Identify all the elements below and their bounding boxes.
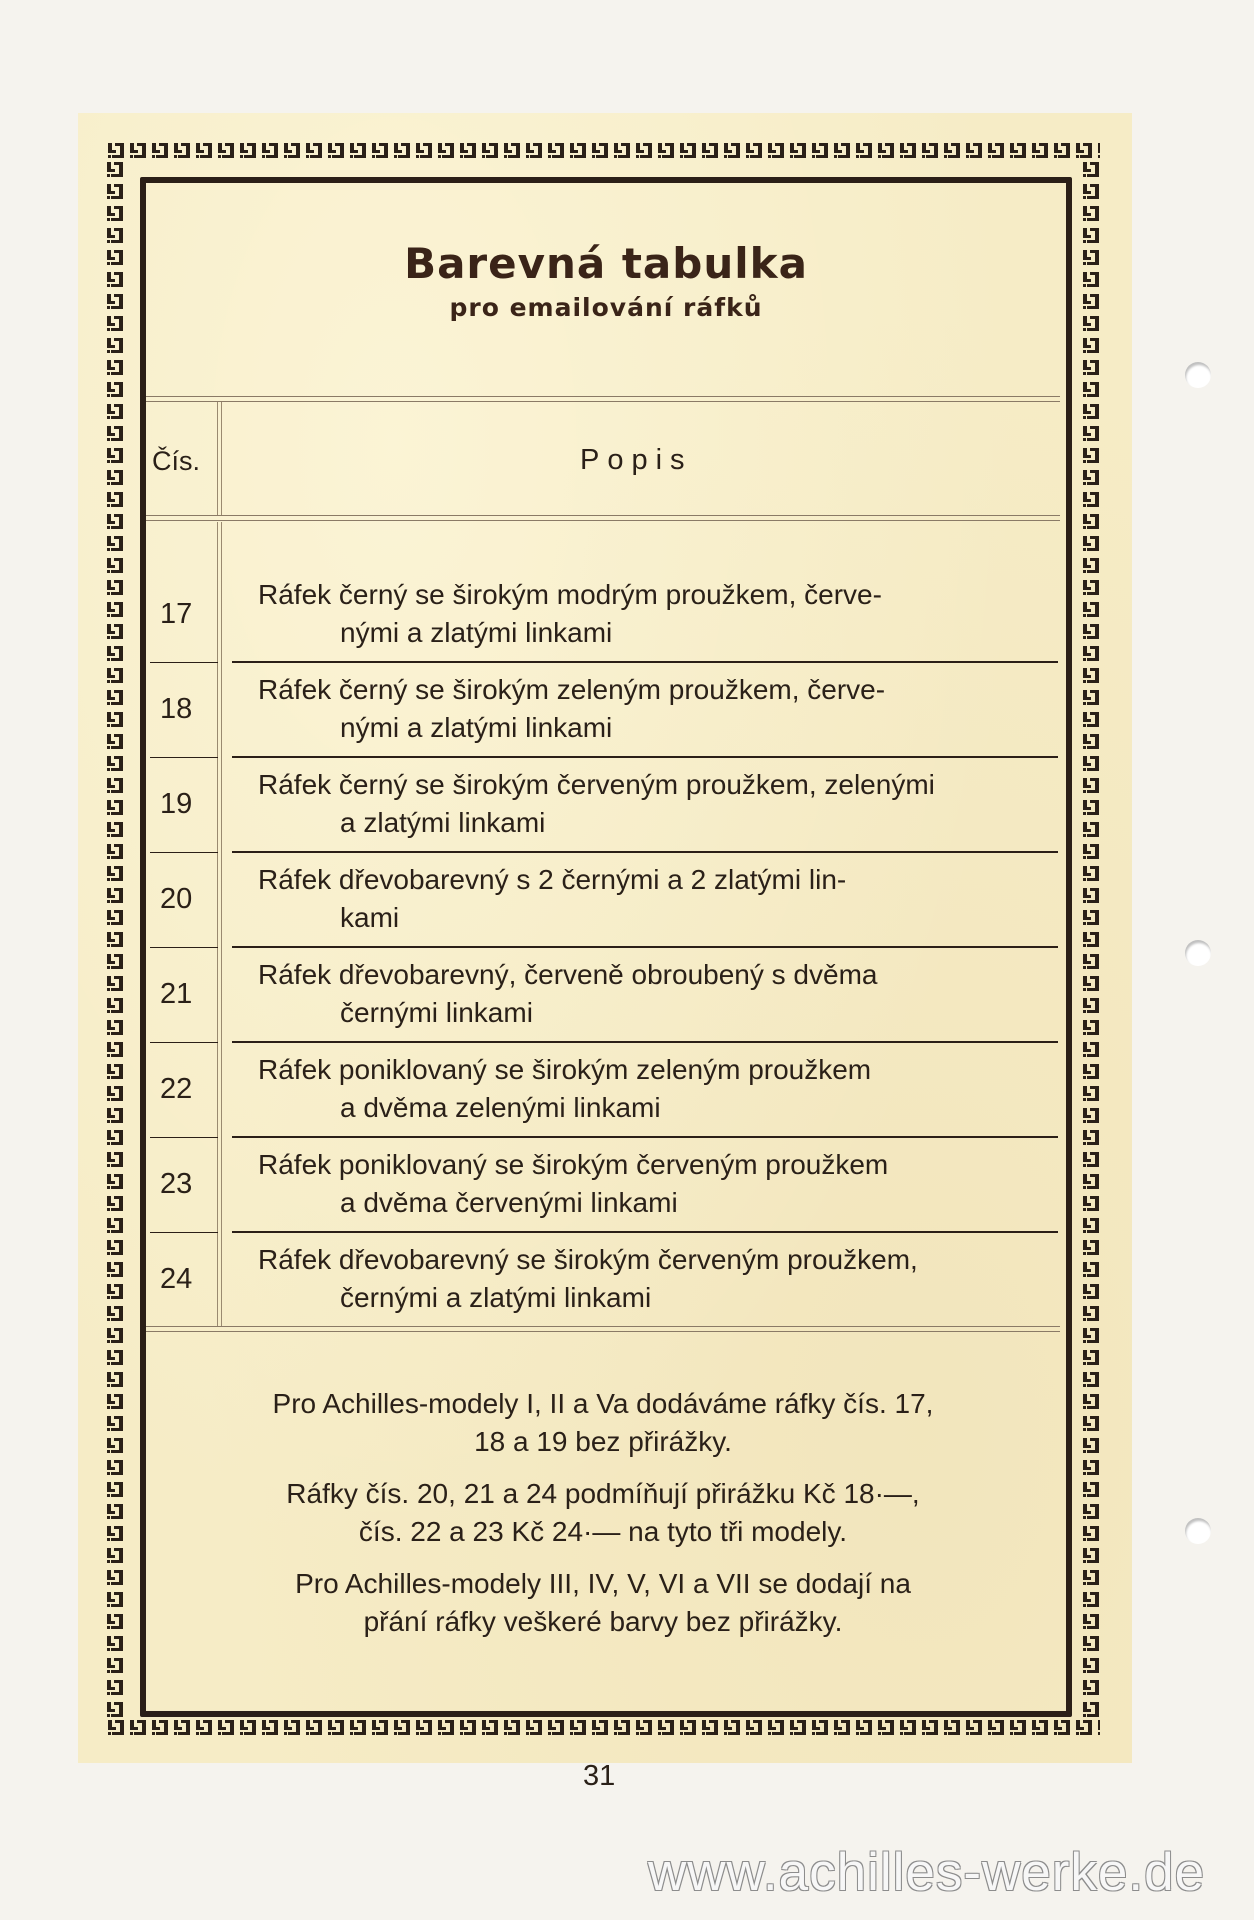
note-line: Pro Achilles-modely III, IV, V, VI a VII se dodají na [295,1568,911,1599]
note-paragraph [146,1475,1060,1551]
table-bottom-rule [146,1326,1060,1332]
row-description-line: černými linkami [340,997,533,1028]
note-line: přání ráfky veškeré barvy bez přirážky. [363,1606,843,1637]
row-description-line: Ráfek černý se širokým červeným proužkem, zelenými [258,769,935,800]
row-description-line: a dvěma červenými linkami [340,1187,678,1218]
row-number: 19 [160,788,193,820]
row-description [258,956,1026,1032]
table-row [146,758,1060,853]
column-header-number: Čís. [152,446,201,476]
table-row [146,853,1060,948]
note-line: Pro Achilles-modely I, II a Va dodáváme ráfky čís. 17, [272,1388,934,1419]
row-description-line: a zlatými linkami [340,807,546,838]
row-description-line: Ráfek černý se širokým modrým proužkem, červe- [258,579,882,610]
table-top-rule [146,396,1060,402]
row-number: 20 [160,883,193,915]
row-number: 18 [160,693,193,725]
watermark: www.achilles-werke.de [648,1843,1206,1902]
row-description-line: kami [340,902,400,933]
row-description [258,861,1026,937]
page-subtitle: pro emailování ráfků [449,293,763,322]
note-line: Ráfky čís. 20, 21 a 24 podmíňují přirážku Kč 18·—, [286,1478,920,1509]
greek-key-border-top [106,140,1100,160]
table-row [146,1233,1060,1328]
row-description-line: nými a zlatými linkami [340,712,613,743]
row-description [258,766,1026,842]
column-divider [217,402,222,515]
table-row [146,1043,1060,1138]
row-description-line: nými a zlatými linkami [340,617,613,648]
row-description-line: černými a zlatými linkami [340,1282,652,1313]
table-row [146,663,1060,758]
greek-key-border-bottom [106,1717,1100,1737]
row-description [258,576,1026,652]
column-header-description: Popis [580,444,693,476]
table-row [146,1138,1060,1233]
title-block [146,238,1066,324]
row-description [258,1051,1026,1127]
row-description-line: Ráfek dřevobarevný se širokým červeným proužkem, [258,1244,918,1275]
row-description-line: a dvěma zelenými linkami [340,1092,661,1123]
row-description [258,1241,1026,1317]
row-number: 21 [160,978,193,1010]
row-description-line: Ráfek dřevobarevný s 2 černými a 2 zlatými lin- [258,864,847,895]
binder-hole [1185,362,1211,388]
row-number: 24 [160,1263,193,1295]
row-description [258,1146,1026,1222]
row-number: 22 [160,1073,193,1105]
row-description-line: Ráfek černý se širokým zeleným proužkem, červe- [258,674,886,705]
note-line: čís. 22 a 23 Kč 24·— na tyto tři modely. [358,1516,848,1547]
notes-section [146,1385,1060,1655]
row-description [258,671,1026,747]
binder-hole [1185,1518,1211,1544]
table-header-rule [146,515,1060,521]
binder-hole [1185,940,1211,966]
table-row [146,948,1060,1043]
greek-key-border-right [1080,160,1100,1718]
note-paragraph [146,1565,1060,1641]
row-number: 17 [160,598,193,630]
page-number: 31 [583,1760,616,1792]
row-description-line: Ráfek dřevobarevný, červeně obroubený s dvěma [258,959,878,990]
note-paragraph [146,1385,1060,1461]
note-line: 18 a 19 bez přirážky. [474,1426,732,1457]
row-description-line: Ráfek poniklovaný se širokým zeleným proužkem [258,1054,872,1085]
row-description-line: Ráfek poniklovaný se širokým červeným proužkem [258,1149,889,1180]
greek-key-border-left [104,160,124,1718]
row-number: 23 [160,1168,193,1200]
page-title: Barevná tabulka [404,239,808,288]
table-row [146,568,1060,663]
